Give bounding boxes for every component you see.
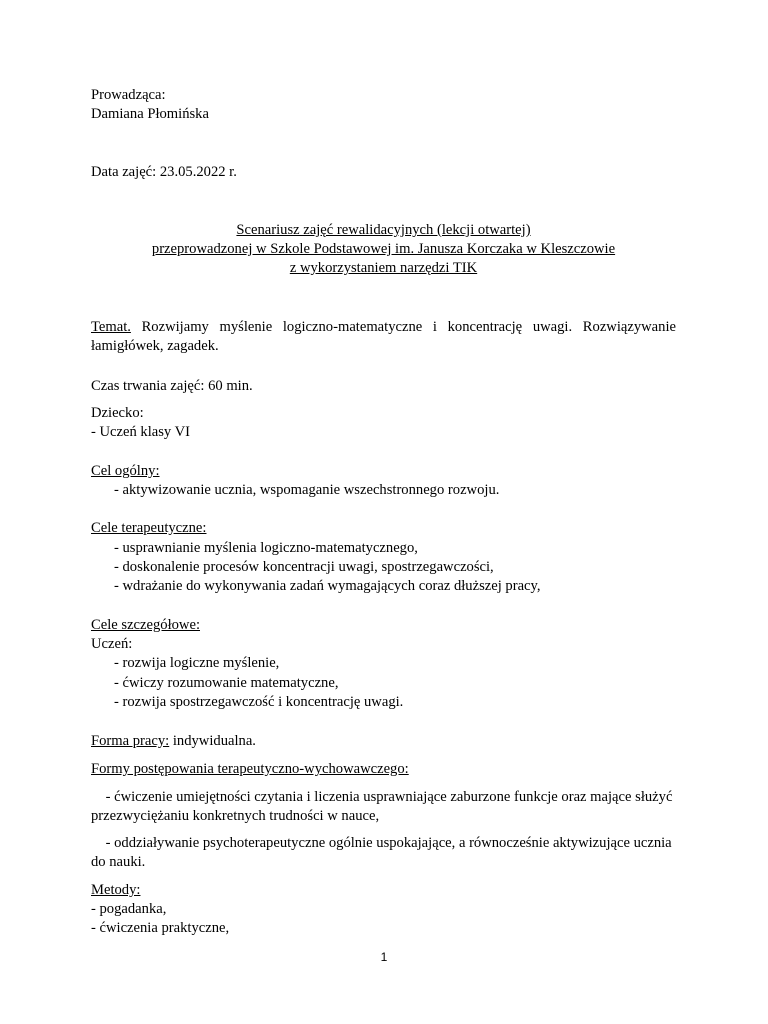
work-form-value: indywidualna. <box>169 733 256 749</box>
topic-text: Rozwijamy myślenie logiczno-matematyczne i koncentrację uwagi. Rozwiązywanie łamigłówek, zagadek. <box>91 319 676 354</box>
work-form-label: Forma pracy: <box>91 733 170 749</box>
therapeutic-goal-item: - wdrażanie do wykonywania zadań wymagających coraz dłuższej pracy, <box>114 578 541 594</box>
detailed-goal-item: - ćwiczy rozumowanie matematyczne, <box>114 675 339 691</box>
method-item: - ćwiczenia praktyczne, <box>91 920 230 936</box>
therapeutic-goal-item: - usprawnianie myślenia logiczno-matematycznego, <box>114 540 418 556</box>
detailed-goals-subject: Uczeń: <box>91 636 133 652</box>
procedure-paragraph-1: - ćwiczenie umiejętności czytania i liczenia usprawniające zaburzone funkcje oraz mające służyć przezwyciężaniu konkretnych trudności w nauce, <box>91 789 677 824</box>
procedures-heading: Formy postępowania terapeutyczno-wychowawczego: <box>91 761 409 777</box>
page-number: 1 <box>380 950 388 964</box>
therapeutic-goal-item: - doskonalenie procesów koncentracji uwagi, spostrzegawczości, <box>114 559 494 575</box>
methods-heading: Metody: <box>91 882 141 898</box>
child-label: Dziecko: <box>91 405 144 421</box>
detailed-goals-heading: Cele szczegółowe: <box>91 617 200 633</box>
title-line-1: Scenariusz zajęć rewalidacyjnych (lekcji otwartej) <box>236 222 531 238</box>
detailed-goal-item: - rozwija logiczne myślenie, <box>114 655 280 671</box>
method-item: - pogadanka, <box>91 901 167 917</box>
work-form <box>91 732 256 751</box>
general-goal-heading: Cel ogólny: <box>91 463 160 479</box>
detailed-goal-item: - rozwija spostrzegawczość i koncentrację uwagi. <box>114 694 404 710</box>
topic-label: Temat. <box>91 319 131 335</box>
topic-paragraph <box>91 318 676 356</box>
title-line-3: z wykorzystaniem narzędzi TIK <box>289 260 478 276</box>
therapeutic-goals-heading: Cele terapeutyczne: <box>91 520 207 536</box>
duration: Czas trwania zajęć: 60 min. <box>91 378 253 394</box>
general-goal-item: - aktywizowanie ucznia, wspomaganie wszechstronnego rozwoju. <box>114 482 500 498</box>
title-line-2: przeprowadzonej w Szkole Podstawowej im. Janusza Korczaka w Kleszczowie <box>151 241 616 257</box>
child-item: - Uczeń klasy VI <box>91 424 191 440</box>
document-title <box>91 221 676 278</box>
class-date: Data zajęć: 23.05.2022 r. <box>91 164 237 180</box>
procedure-paragraph-2: - oddziaływanie psychoterapeutyczne ogólnie uspokajające, a równocześnie aktywizujące ucznia do nauki. <box>91 835 676 870</box>
instructor-label: Prowadząca: <box>91 87 166 103</box>
instructor-name: Damiana Płomińska <box>91 106 209 122</box>
